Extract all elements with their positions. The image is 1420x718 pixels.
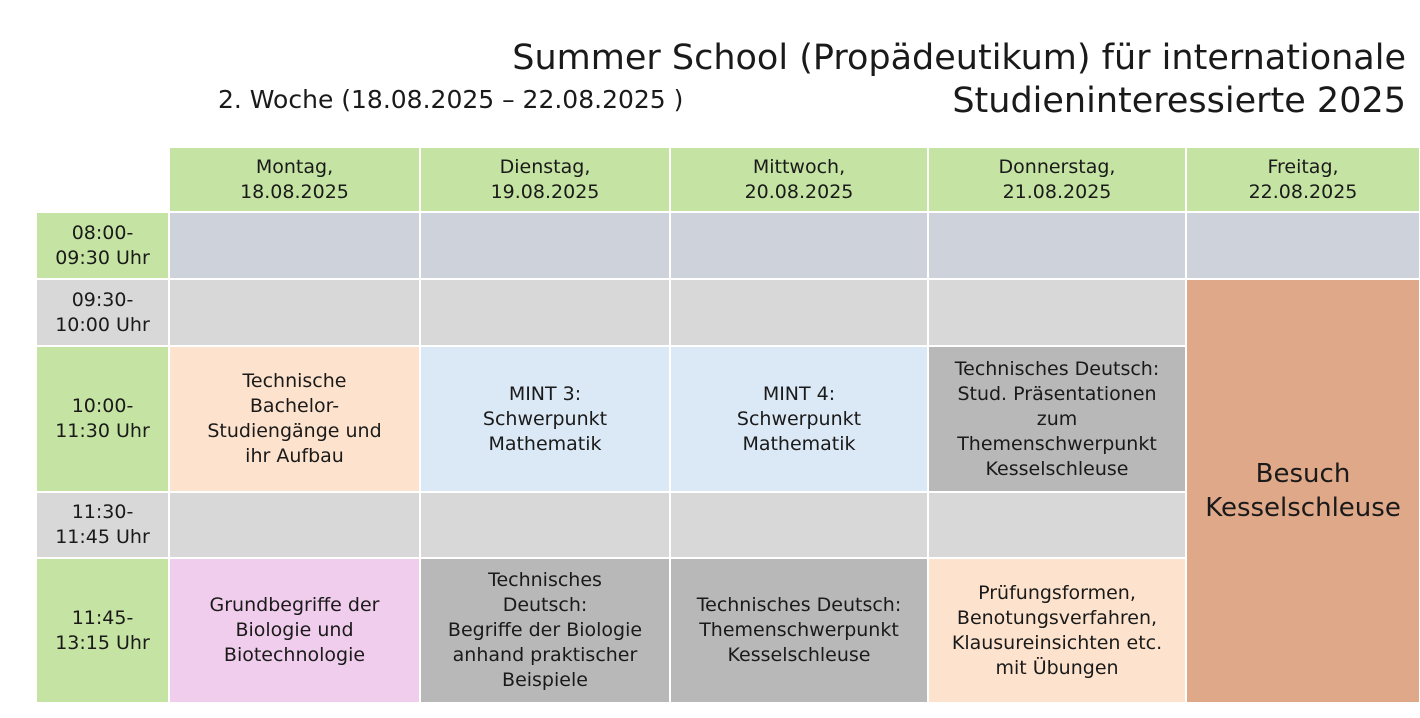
session-mon-1000: Technische Bachelor- Studiengänge und ihr Aufbau <box>170 347 419 491</box>
session-tue-1145: Technisches Deutsch: Begriffe der Biologie anhand praktischer Beispiele <box>421 559 669 702</box>
session-thu-1145: Prüfungsformen, Benotungsverfahren, Klausureinsichten etc. mit Übungen <box>929 559 1185 702</box>
session-thu-1000: Technisches Deutsch: Stud. Präsentationen zum Themenschwerpunkt Kesselschleuse <box>929 347 1185 491</box>
day-header-tuesday: Dienstag, 19.08.2025 <box>421 148 669 211</box>
day-header-wednesday: Mittwoch, 20.08.2025 <box>671 148 927 211</box>
time-slot-1130: 11:30- 11:45 Uhr <box>37 493 168 557</box>
empty-cell <box>929 213 1185 278</box>
empty-cell <box>421 493 669 557</box>
empty-cell <box>1187 213 1419 278</box>
session-mon-1145: Grundbegriffe der Biologie und Biotechnologie <box>170 559 419 702</box>
empty-cell <box>421 213 669 278</box>
time-slot-0930: 09:30- 10:00 Uhr <box>37 280 168 345</box>
day-header-thursday: Donnerstag, 21.08.2025 <box>929 148 1185 211</box>
session-fri-besuch-kesselschleuse: Besuch Kesselschleuse <box>1187 280 1419 702</box>
title-line-2: Studieninteressierte 2025 <box>952 81 1406 122</box>
schedule-table <box>37 148 1419 702</box>
week-subtitle: 2. Woche (18.08.2025 – 22.08.2025 ) <box>218 85 684 114</box>
session-wed-1145: Technisches Deutsch: Themenschwerpunkt Kesselschleuse <box>671 559 927 702</box>
empty-cell <box>170 493 419 557</box>
empty-cell <box>671 493 927 557</box>
corner-cell <box>37 148 168 211</box>
empty-cell <box>170 280 419 345</box>
empty-cell <box>671 280 927 345</box>
day-header-monday: Montag, 18.08.2025 <box>170 148 419 211</box>
session-tue-1000: MINT 3: Schwerpunkt Mathematik <box>421 347 669 491</box>
time-slot-0800: 08:00- 09:30 Uhr <box>37 213 168 278</box>
empty-cell <box>170 213 419 278</box>
day-header-friday: Freitag, 22.08.2025 <box>1187 148 1419 211</box>
session-wed-1000: MINT 4: Schwerpunkt Mathematik <box>671 347 927 491</box>
time-slot-1145: 11:45- 13:15 Uhr <box>37 559 168 702</box>
empty-cell <box>671 213 927 278</box>
empty-cell <box>421 280 669 345</box>
title-line-1: Summer School (Propädeutikum) für internationale <box>512 38 1406 79</box>
empty-cell <box>929 493 1185 557</box>
empty-cell <box>929 280 1185 345</box>
time-slot-1000: 10:00- 11:30 Uhr <box>37 347 168 491</box>
